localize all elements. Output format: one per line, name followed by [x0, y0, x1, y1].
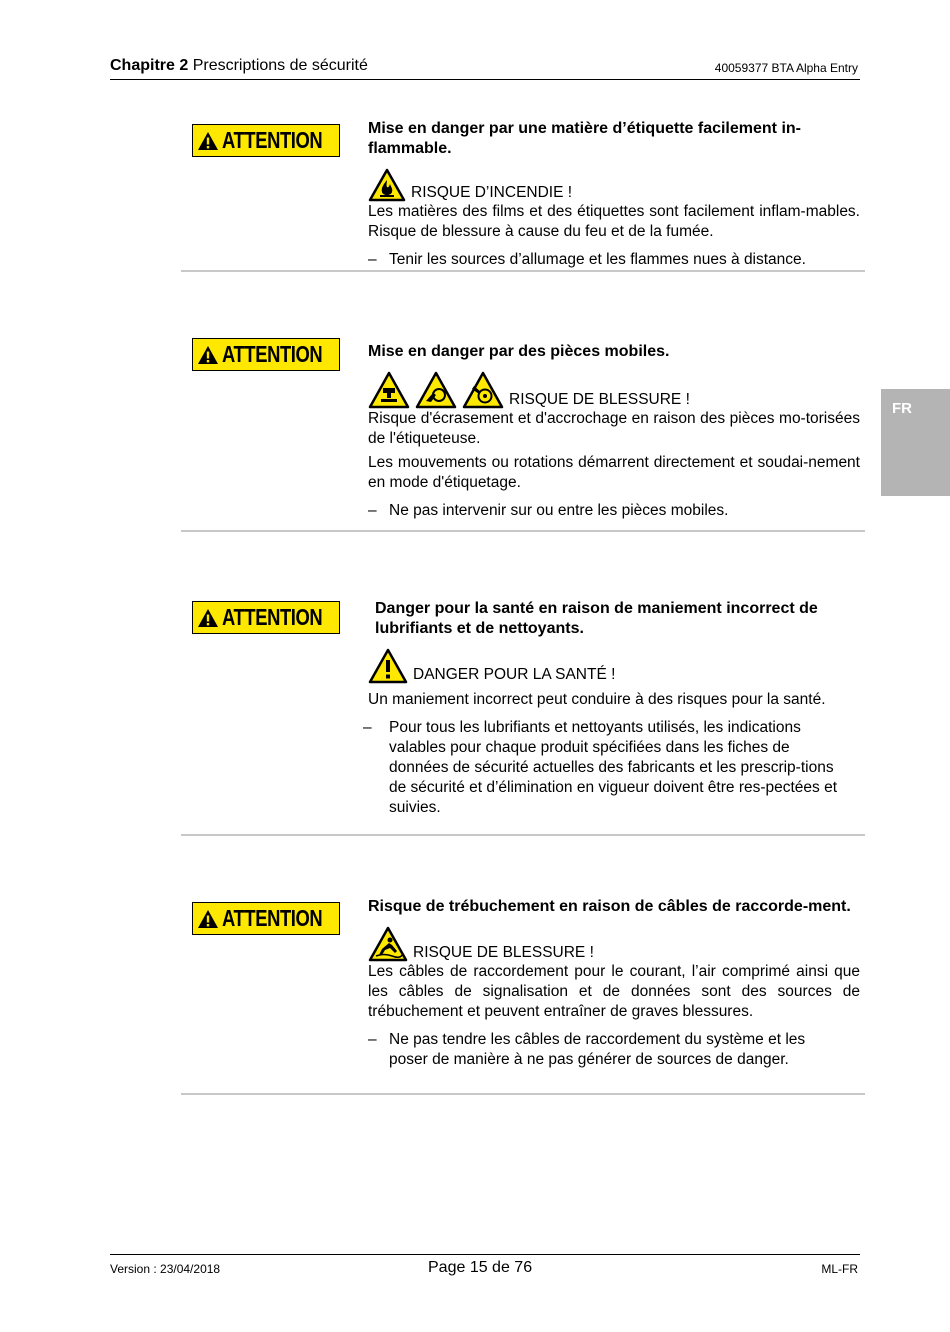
section-separator — [181, 1093, 865, 1095]
hand-entanglement-warning-icon — [415, 371, 457, 409]
section-separator — [181, 834, 865, 836]
language-tab — [881, 389, 950, 496]
risk-row — [368, 926, 860, 962]
fire-warning-icon — [368, 168, 406, 202]
attention-badge — [192, 601, 340, 634]
notice-title: Danger pour la santé en raison de maniement incorrect de lubrifiants et de nettoyants. — [375, 600, 818, 637]
notice-instruction — [368, 1030, 860, 1070]
instruction-text: Ne pas tendre les câbles de raccordement du système et les poser de manière à ne pas générer de sources de danger. — [389, 1031, 806, 1068]
section-separator — [181, 270, 865, 272]
notice-body — [368, 409, 860, 493]
risk-label: RISQUE D’INCENDIE ! — [411, 184, 573, 201]
attention-badge — [192, 124, 340, 157]
section-separator — [181, 530, 865, 532]
attention-label: ATTENTION — [222, 127, 323, 153]
instruction-text: Ne pas intervenir sur ou entre les pièces mobiles. — [389, 502, 729, 519]
chapter-label: Chapitre 2 — [110, 57, 189, 74]
bullet-dash: – — [368, 251, 377, 268]
risk-row — [368, 371, 860, 409]
language-tab-label: FR — [892, 400, 912, 417]
general-warning-icon — [368, 648, 408, 684]
notice-paragraph: Les câbles de raccordement pour le courant, l’air comprimé ainsi que les câbles de signalisation et de données sont des sources de trébuchement et peuvent entraîner de graves blessures. — [368, 963, 860, 1020]
bullet-dash: – — [363, 719, 372, 736]
version-label: Version : 23/04/2018 — [110, 1262, 221, 1276]
attention-label: ATTENTION — [222, 341, 323, 367]
document-number: 40059377 BTA Alpha Entry — [714, 61, 858, 75]
safety-notice-lubricants — [363, 599, 860, 818]
notice-body — [368, 202, 860, 242]
exclamation-warning-icon — [197, 345, 219, 365]
risk-label: RISQUE DE BLESSURE ! — [413, 944, 594, 961]
notice-body — [368, 962, 860, 1022]
instruction-text: Tenir les sources d’allumage et les flammes nues à distance. — [389, 251, 806, 268]
attention-badge — [192, 902, 340, 935]
attention-label: ATTENTION — [222, 905, 323, 931]
notice-instruction — [368, 250, 860, 270]
exclamation-warning-icon — [197, 909, 219, 929]
safety-notice-trip-hazard — [368, 897, 860, 1070]
instruction-text: Pour tous les lubrifiants et nettoyants utilisés, les indications valables pour chaque produit spécifiées dans les fiches de données de sécurité actuelles des fabricants et les prescrip-tions de sécurité et d’élimination en vigueur doivent être res-pectées et suivies. — [389, 719, 838, 816]
bullet-dash: – — [368, 502, 377, 519]
page-number: Page 15 de 76 — [428, 1259, 533, 1276]
risk-row — [368, 648, 860, 684]
language-code: ML-FR — [821, 1262, 858, 1276]
notice-body — [368, 690, 860, 710]
notice-paragraph: Un maniement incorrect peut conduire à des risques pour la santé. — [368, 691, 826, 708]
safety-notice-fire — [368, 119, 860, 270]
notice-paragraph: Les matières des films et des étiquettes sont facilement inflam-mables. Risque de blessure à cause du feu et de la fumée. — [368, 203, 860, 240]
notice-instruction — [363, 718, 860, 818]
page-footer — [110, 1254, 860, 1285]
attention-badge — [192, 338, 340, 371]
risk-row — [368, 168, 860, 202]
notice-instruction — [368, 501, 860, 521]
bullet-dash: – — [368, 1031, 377, 1048]
risk-label: DANGER POUR LA SANTÉ ! — [413, 666, 616, 683]
notice-paragraph: Les mouvements ou rotations démarrent directement et soudai-nement en mode d'étiquetage. — [368, 454, 860, 491]
exclamation-warning-icon — [197, 608, 219, 628]
chapter-title: Prescriptions de sécurité — [192, 57, 368, 74]
notice-title: Mise en danger par une matière d’étiquette facilement in-flammable. — [368, 120, 801, 157]
exclamation-warning-icon — [197, 131, 219, 151]
risk-label: RISQUE DE BLESSURE ! — [509, 391, 690, 408]
safety-notice-moving-parts — [368, 342, 860, 521]
trip-hazard-warning-icon — [368, 926, 408, 962]
notice-title: Mise en danger par des pièces mobiles. — [368, 343, 670, 360]
chapter-heading — [110, 57, 368, 75]
crush-warning-icon — [368, 371, 410, 409]
notice-title: Risque de trébuchement en raison de câbles de raccorde-ment. — [368, 898, 851, 915]
attention-label: ATTENTION — [222, 604, 323, 630]
page-header — [110, 55, 860, 80]
rotating-parts-warning-icon — [462, 371, 504, 409]
notice-paragraph: Risque d'écrasement et d'accrochage en raison des pièces mo-torisées de l'étiqueteuse. — [368, 410, 860, 447]
